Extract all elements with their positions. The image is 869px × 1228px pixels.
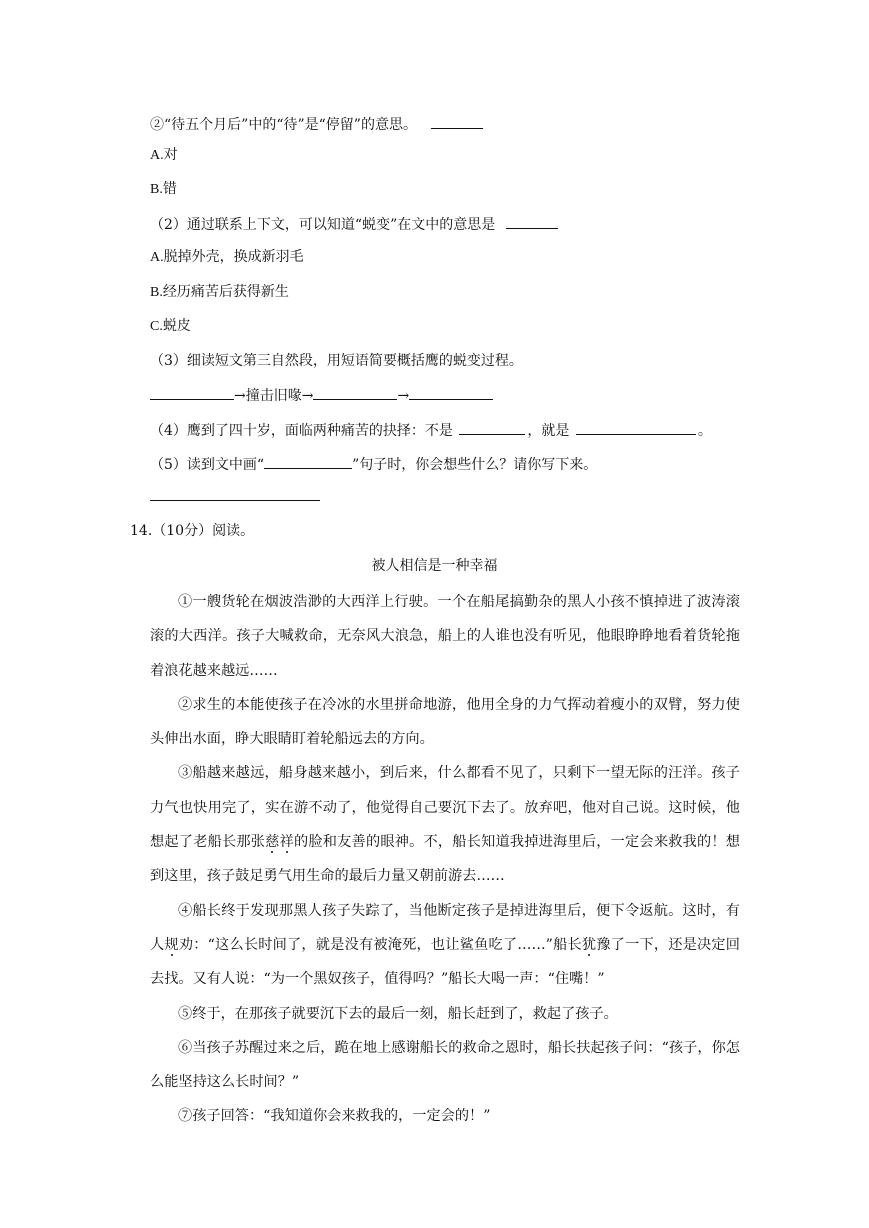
s2-option-a: A.脱掉外壳，换成新羽毛 xyxy=(150,250,304,265)
paragraph-5: ⑤终于，在那孩子就要沉下去的最后一刻，船长赶到了，救起了孩子。 xyxy=(178,1005,618,1022)
s5-question xyxy=(150,454,597,475)
s4-blank-1[interactable] xyxy=(459,420,525,435)
s2-question xyxy=(150,214,558,235)
dotted-char-ci: 慈 xyxy=(265,834,280,851)
s2-option-b: B.经历痛苦后获得新生 xyxy=(150,285,289,300)
passage-body xyxy=(150,585,740,1134)
dotted-char-you: 犹 xyxy=(581,936,597,953)
paragraph-3-part-a: ③船越来越远，船身越来越小，到后来，什么都看不见了，只剩下一望无际的汪洋。孩子力气也快用完了，实在游不动了，他觉得自己要沉下去了。放弃吧，他对自己说。这时候，他想起了老船长那张 xyxy=(150,765,740,851)
s4-blank-2[interactable] xyxy=(576,420,696,435)
s3-arrow-text-1: →撞击旧喙→ xyxy=(234,388,314,404)
s5-text-a: （5）读到文中画“ xyxy=(150,457,265,473)
paragraph-7: ⑦孩子回答：“我知道你会来救我的，一定会的！” xyxy=(178,1108,491,1125)
paragraph-4 xyxy=(150,894,740,997)
s3-question: （3）细读短文第三自然段，用短语简要概括鹰的蜕变过程。 xyxy=(150,353,523,369)
s2-text: （2）通过联系上下文，可以知道“蜕变”在文中的意思是 xyxy=(150,217,496,233)
s5-answer-line[interactable] xyxy=(150,486,320,507)
s3-blank-2[interactable] xyxy=(313,385,397,400)
s4-text-c: 。 xyxy=(697,423,712,439)
paragraph-4-part-a: ④船长终于发现那黑人孩子失踪了，当他断定孩子是掉进海里后，便下令返航。这时，有人 xyxy=(150,902,740,953)
s5-text-b: ”句子时，你会想些什么？请你写下来。 xyxy=(352,457,598,473)
s2-answer-blank[interactable] xyxy=(506,214,558,229)
q14-header: 14.（10分）阅读。 xyxy=(130,523,255,539)
paragraph-2: ②求生的本能使孩子在冷冰的水里拼命地游，他用全身的力气挥动着瘦小的双臂，努力使头伸出水面，睁大眼睛盯着轮船远去的方向。 xyxy=(150,696,740,748)
s3-blank-3[interactable] xyxy=(409,385,493,400)
s5-answer-blank[interactable] xyxy=(150,486,320,501)
s3-process-line xyxy=(150,385,493,406)
dotted-char-gui: 规 xyxy=(164,936,179,953)
s5-quote-blank[interactable] xyxy=(264,454,352,469)
paragraph-1: ①一艘货轮在烟波浩渺的大西洋上行驶。一个在船尾搞勤杂的黑人小孩不慎掉进了波涛滚滚的大西洋。孩子大喊救命，无奈风大浪急，船上的人谁也没有听见，他眼睁睁地看着货轮拖着浪花越来越远…… xyxy=(150,594,740,679)
s3-blank-1[interactable] xyxy=(150,385,234,400)
q2-answer-blank[interactable] xyxy=(431,114,483,129)
s3-arrow-text-2: → xyxy=(397,388,410,404)
s2-option-c: C.蜕皮 xyxy=(150,319,191,334)
paragraph-6: ⑥当孩子苏醒过来之后，跪在地上感谢船长的救命之恩时，船长扶起孩子问：“孩子，你怎么能坚持这么长时间？” xyxy=(150,1039,740,1091)
s4-question xyxy=(150,420,712,441)
dotted-char-xiang: 祥 xyxy=(279,834,294,851)
paragraph-3 xyxy=(150,756,740,893)
paragraph-4-part-c: 豫了一下，还是决定回去找。又有人说：“为一个黑奴孩子，值得吗？”船长大喝一声：“住嘴！” xyxy=(150,936,740,988)
paragraph-3-part-b: 的脸和友善的眼神。不，船长知道我掉进海里后，一定会来救我的！想到这里，孩子鼓足勇气用生命的最后力量又朝前游去…… xyxy=(150,834,740,885)
s4-text-a: （4）鹰到了四十岁，面临两种痛苦的抉择：不是 xyxy=(150,423,453,439)
q2-text: ②“待五个月后”中的“待”是“停留”的意思。 xyxy=(150,117,417,133)
passage-title: 被人相信是一种幸福 xyxy=(371,558,498,574)
q2-option-b: B.错 xyxy=(150,182,177,197)
s4-text-b: ，就是 xyxy=(527,423,570,439)
q2-option-a: A.对 xyxy=(150,148,178,163)
paragraph-4-part-b: 劝：“这么长时间了，就是没有被淹死，也让鲨鱼吃了……”船长 xyxy=(178,936,582,953)
q2-question xyxy=(150,114,483,135)
